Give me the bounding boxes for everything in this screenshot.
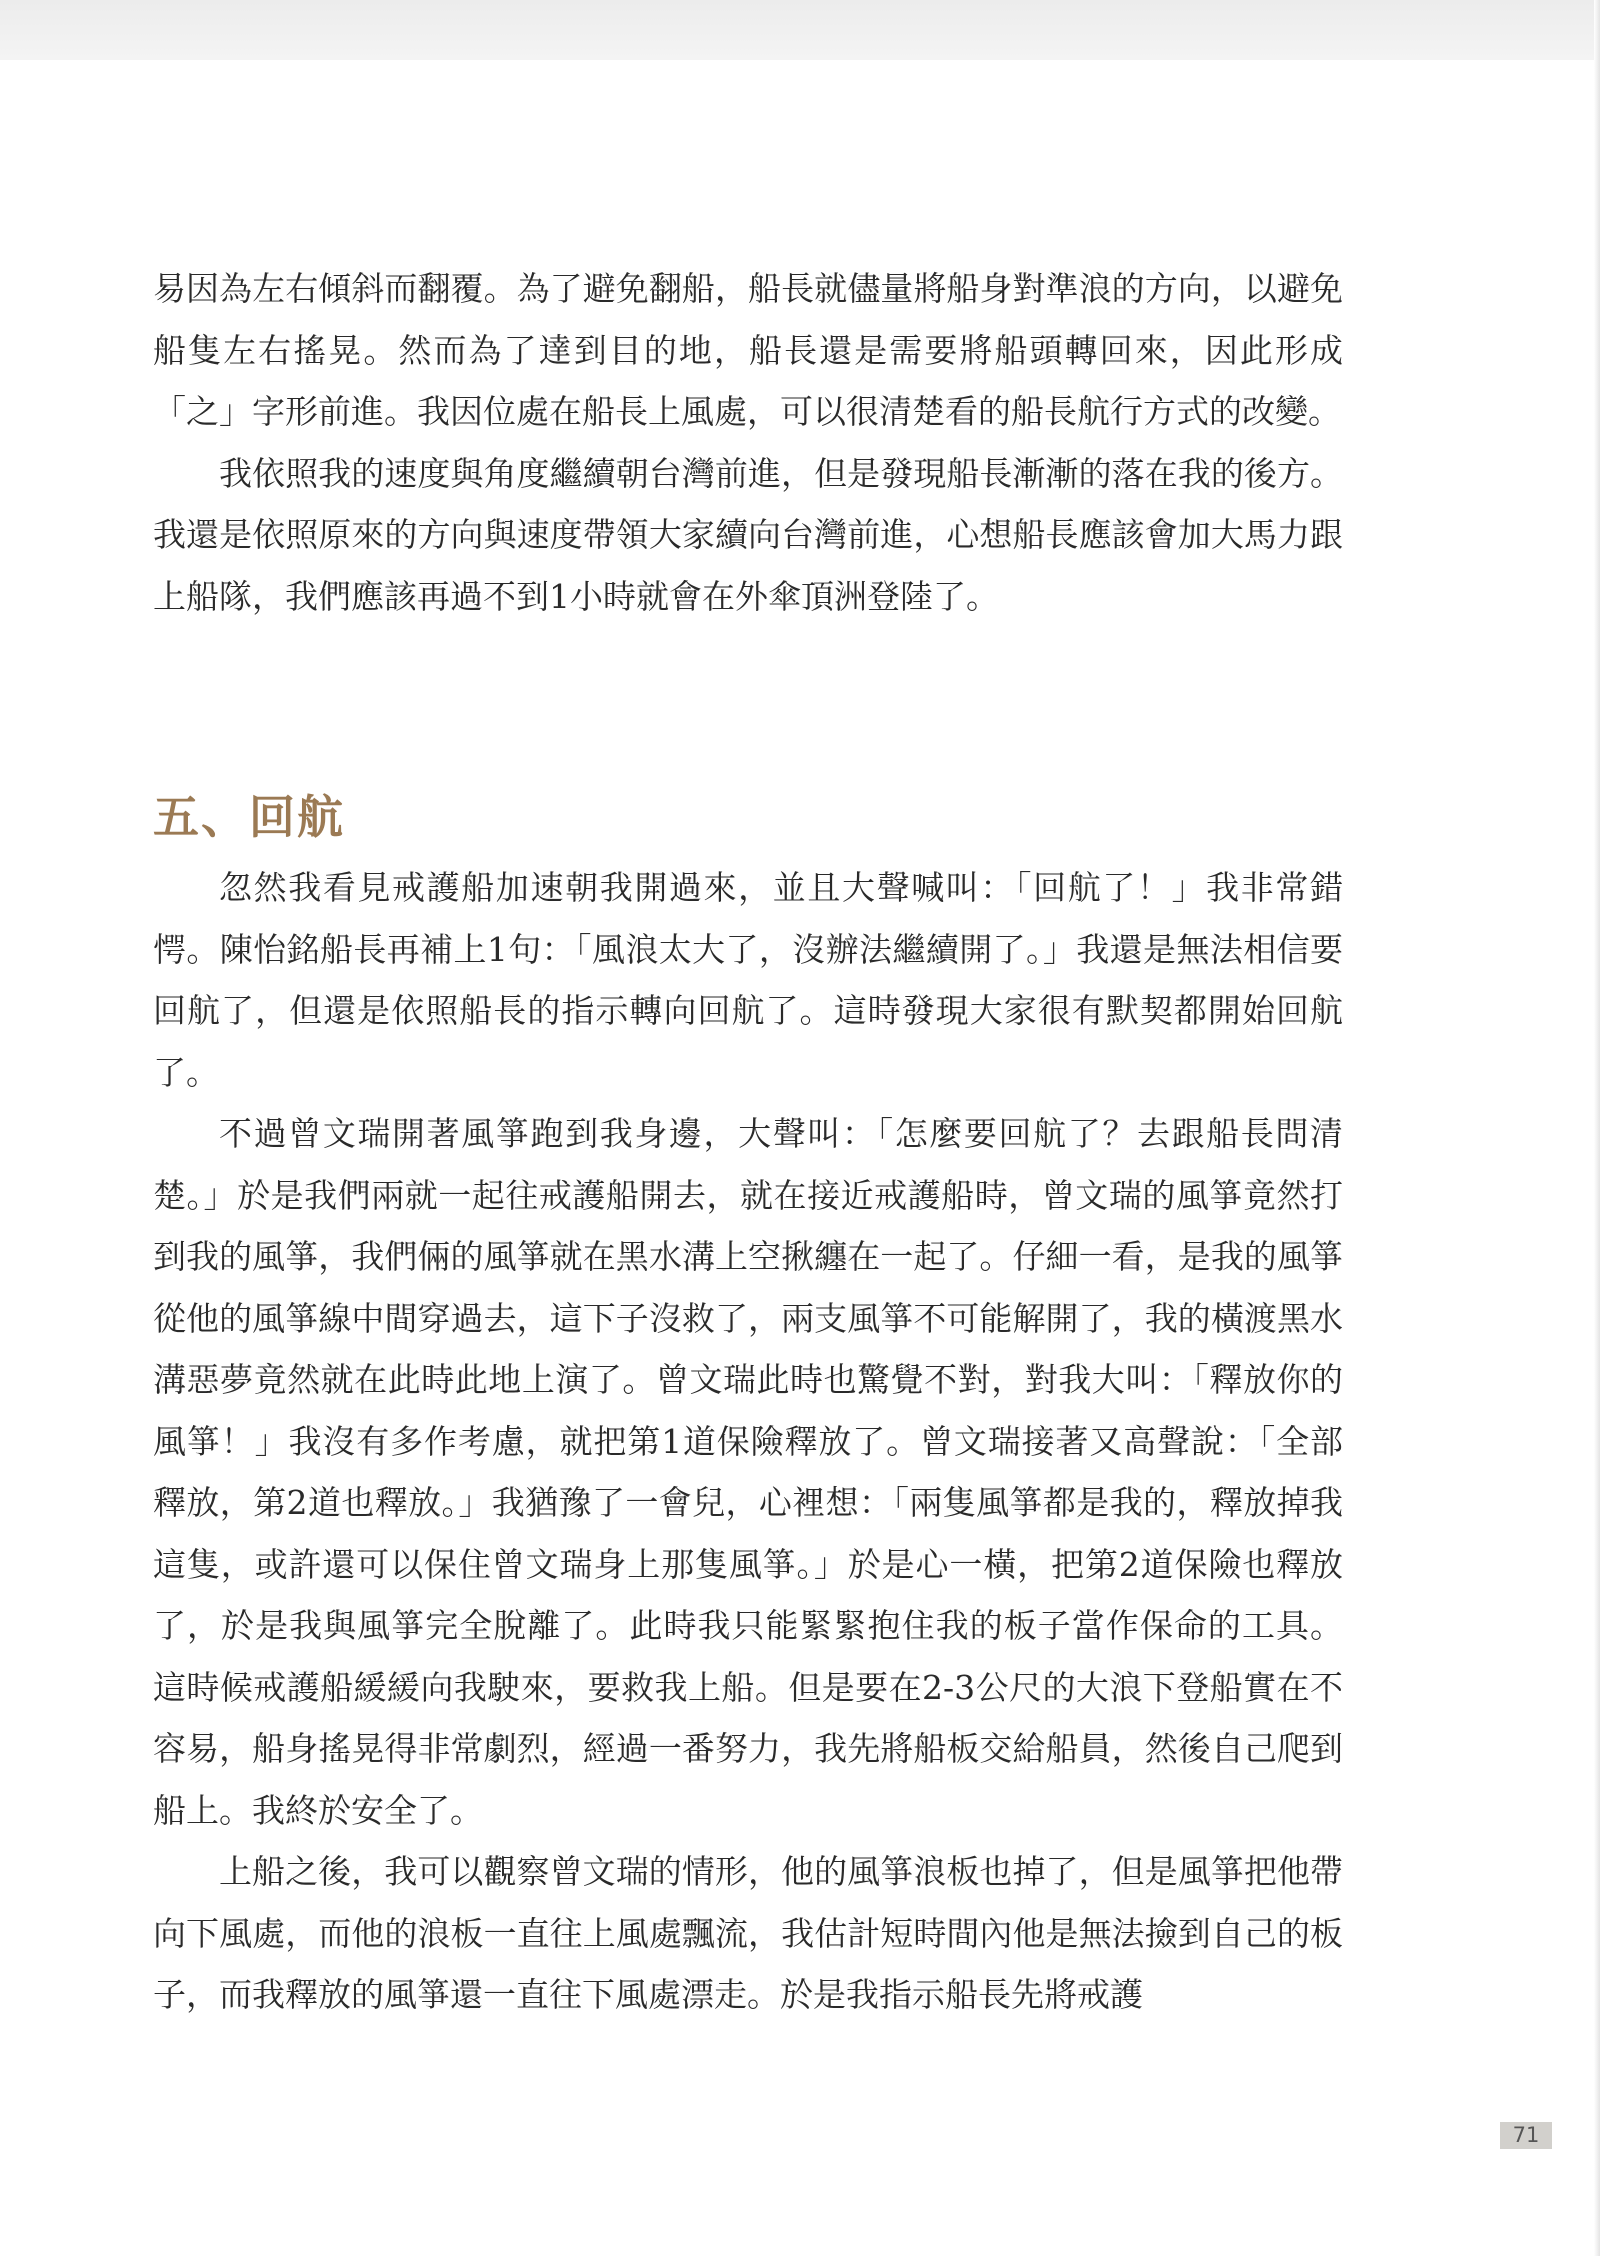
section-heading: 五、回航 xyxy=(153,790,345,844)
page-number: 71 xyxy=(1500,2122,1552,2149)
paragraph: 不過曾文瑞開著風箏跑到我身邊，大聲叫：「怎麼要回航了？去跟船長問清楚。」於是我們兩就一起往戒護船開去，就在接近戒護船時，曾文瑞的風箏竟然打到我的風箏，我們倆的風箏就在黑水溝上空揪纏在一起了。仔細一看，是我的風箏從他的風箏線中間穿過去，這下子沒救了，兩支風箏不可能解開了，我的橫渡黑水溝惡夢竟然就在此時此地上演了。曾文瑞此時也驚覺不對，對我大叫：「釋放你的風箏！」我沒有多作考慮，就把第1道保險釋放了。曾文瑞接著又高聲說：「全部釋放，第2道也釋放。」我猶豫了一會兒，心裡想：「兩隻風箏都是我的，釋放掉我這隻，或許還可以保住曾文瑞身上那隻風箏。」於是心一橫，把第2道保險也釋放了，於是我與風箏完全脫離了。此時我只能緊緊抱住我的板子當作保命的工具。 這時候戒護船緩緩向我駛來，要救我上船。但是要在2-3公尺的大浪下登船實在不容易，船身搖晃得非常劇烈，經過一番努力，我先將船板交給船員，然後自己爬到船上。我終於安全了。 xyxy=(153,1114,1343,1830)
scan-top-shadow xyxy=(0,0,1600,60)
page-content xyxy=(153,258,1343,2026)
paragraph-continued: 易因為左右傾斜而翻覆。為了避免翻船，船長就儘量將船身對準浪的方向，以避免船隻左右搖晃。然而為了達到目的地，船長還是需要將船頭轉回來，因此形成「之」字形前進。我因位處在船長上風處，可以很清楚看的船長航行方式的改變。 xyxy=(153,269,1343,431)
scan-right-edge xyxy=(1594,0,1600,2256)
section-spacer xyxy=(153,627,1343,777)
paragraph: 我依照我的速度與角度繼續朝台灣前進，但是發現船長漸漸的落在我的後方。我還是依照原來的方向與速度帶領大家續向台灣前進，心想船長應該會加大馬力跟上船隊，我們應該再過不到1小時就會在外傘頂洲登陸了。 xyxy=(153,453,1343,616)
paragraph: 忽然我看見戒護船加速朝我開過來，並且大聲喊叫：「回航了！」我非常錯愕。陳怡銘船長再補上1句：「風浪太大了，沒辦法繼續開了。」我還是無法相信要回航了，但還是依照船長的指示轉向回航了。這時發現大家很有默契都開始回航了。 xyxy=(153,868,1343,1092)
paragraph: 上船之後，我可以觀察曾文瑞的情形，他的風箏浪板也掉了，但是風箏把他帶向下風處，而他的浪板一直往上風處飄流，我估計短時間內他是無法撿到自己的板子，而我釋放的風箏還一直往下風處漂走。於是我指示船長先將戒護 xyxy=(153,1852,1343,2014)
